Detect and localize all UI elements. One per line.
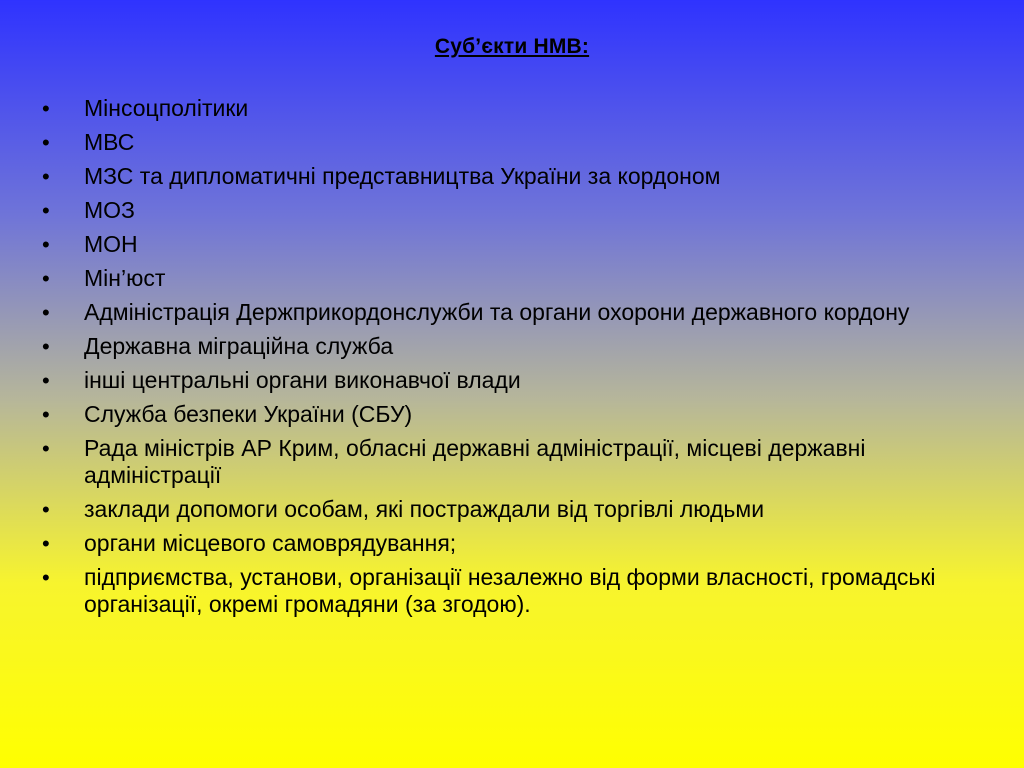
list-item-text: МВС xyxy=(84,129,135,155)
list-item-text: МЗС та дипломатичні представництва України за кордоном xyxy=(84,163,721,189)
bullet-icon: • xyxy=(42,436,50,461)
bullet-icon: • xyxy=(42,531,50,556)
slide-title: Суб’єкти НМВ: xyxy=(434,35,590,58)
list-item-text: інші центральні органи виконавчої влади xyxy=(84,367,521,393)
list-item-text: Мін’юст xyxy=(84,265,166,291)
list-item xyxy=(42,95,1002,122)
list-item xyxy=(42,530,1002,557)
list-item xyxy=(42,129,1002,156)
list-item-text: підприємства, установи, організації незалежно від форми власності, громадські організації, окремі громадяни (за згодою). xyxy=(84,564,936,617)
list-item-text: МОЗ xyxy=(84,197,135,223)
list-item-text: органи місцевого самоврядування; xyxy=(84,530,457,556)
list-item xyxy=(42,401,1002,428)
list-item xyxy=(42,564,1002,618)
list-item xyxy=(42,231,1002,258)
bullet-icon: • xyxy=(42,368,50,393)
list-item xyxy=(42,367,1002,394)
bullet-icon: • xyxy=(42,266,50,291)
bullet-icon: • xyxy=(42,96,50,121)
list-item xyxy=(42,496,1002,523)
list-item-text: Державна міграційна служба xyxy=(84,333,394,359)
list-item-text: Адміністрація Держприкордонслужби та органи охорони державного кордону xyxy=(84,299,910,325)
list-item-text: заклади допомоги особам, які постраждали від торгівлі людьми xyxy=(84,496,765,522)
bullet-icon: • xyxy=(42,232,50,257)
bullet-icon: • xyxy=(42,334,50,359)
list-item xyxy=(42,299,1002,326)
list-item-text: Служба безпеки України (СБУ) xyxy=(84,401,413,427)
bullet-icon: • xyxy=(42,402,50,427)
subjects-list xyxy=(42,95,1002,625)
list-item xyxy=(42,197,1002,224)
bullet-icon: • xyxy=(42,198,50,223)
bullet-icon: • xyxy=(42,130,50,155)
list-item xyxy=(42,265,1002,292)
list-item xyxy=(42,333,1002,360)
list-item-text: Мінсоцполітики xyxy=(84,95,249,121)
list-item-text: МОН xyxy=(84,231,138,257)
bullet-icon: • xyxy=(42,565,50,590)
bullet-icon: • xyxy=(42,164,50,189)
bullet-icon: • xyxy=(42,300,50,325)
list-item-text: Рада міністрів АР Крим, обласні державні адміністрації, місцеві державні адміністрації xyxy=(84,435,866,488)
bullet-icon: • xyxy=(42,497,50,522)
list-item xyxy=(42,163,1002,190)
list-item xyxy=(42,435,1002,489)
